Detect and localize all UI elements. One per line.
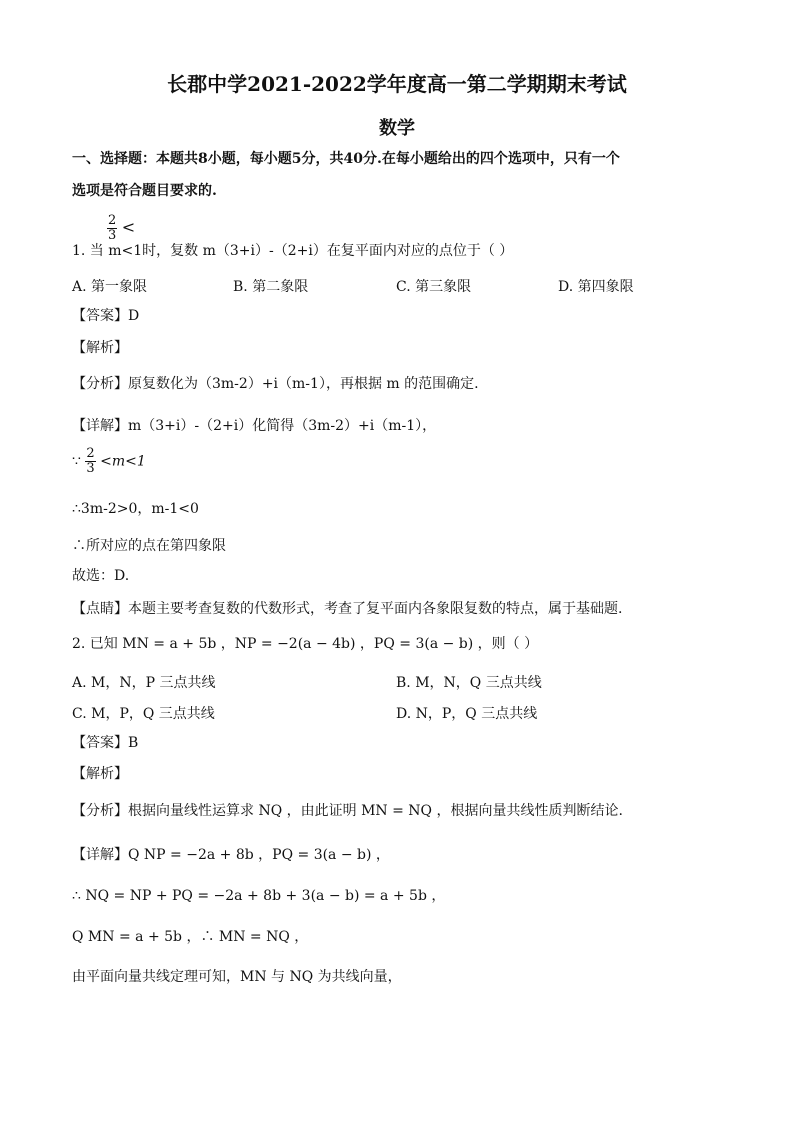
q1-fraction-numerator: 2 bbox=[108, 213, 117, 228]
q1-option-d: D. 第四象限 bbox=[558, 279, 634, 295]
q1-because-denominator: 3 bbox=[86, 461, 95, 476]
q2-option-d: D. N，P，Q 三点共线 bbox=[396, 706, 538, 722]
q1-choose: 故选：D. bbox=[72, 568, 130, 584]
q1-therefore1: ∴3m-2>0，m-1<0 bbox=[72, 501, 199, 517]
q1-because-fraction bbox=[85, 447, 95, 476]
q2-detail3: Q MN = a + 5b ，∴ MN = NQ ， bbox=[72, 929, 309, 945]
q2-detail1: 【详解】Q NP = −2a + 8b ，PQ = 3(a − b) ， bbox=[72, 847, 390, 863]
q1-fraction-top bbox=[107, 214, 135, 243]
q2-stem: 2. 已知 MN = a + 5b ，NP = −2(a − 4b) ，PQ = 3(a − b) ，则（ ） bbox=[72, 636, 539, 652]
q2-detail2: ∴ NQ = NP + PQ = −2a + 8b + 3(a − b) = a + 5b ， bbox=[72, 888, 446, 904]
q1-answer: 【答案】D bbox=[72, 308, 140, 324]
section-heading-line1: 一、选择题：本题共8小题，每小题5分，共40分.在每小题给出的四个选项中，只有一个 bbox=[72, 151, 620, 167]
q1-comment: 【点睛】本题主要考查复数的代数形式，考查了复平面内各象限复数的特点，属于基础题. bbox=[72, 601, 623, 617]
q1-detail: 【详解】m（3+i）-（2+i）化简得（3m-2）+i（m-1）， bbox=[72, 418, 437, 434]
q1-analysis-label: 【解析】 bbox=[72, 340, 128, 356]
q1-because-suffix: <m<1 bbox=[100, 453, 146, 470]
q1-option-c: C. 第三象限 bbox=[396, 279, 472, 295]
q1-therefore2: ∴所对应的点在第四象限 bbox=[72, 538, 226, 554]
q2-analysis-label: 【解析】 bbox=[72, 766, 128, 782]
q1-fraction-denominator: 3 bbox=[108, 228, 117, 243]
q2-answer: 【答案】B bbox=[72, 735, 139, 751]
q2-option-c: C. M，P，Q 三点共线 bbox=[72, 706, 215, 722]
q1-less-than-sign: < bbox=[121, 217, 136, 237]
q2-option-a: A. M，N，P 三点共线 bbox=[72, 675, 216, 691]
q2-detail4: 由平面向量共线定理可知，MN 与 NQ 为共线向量， bbox=[72, 969, 402, 985]
q1-because-numerator: 2 bbox=[86, 446, 95, 461]
q1-option-b: B. 第二象限 bbox=[233, 279, 309, 295]
q1-fenxi: 【分析】原复数化为（3m-2）+i（m-1），再根据 m 的范围确定. bbox=[72, 376, 479, 392]
q1-because-symbol: ∵ bbox=[72, 453, 81, 470]
q2-fenxi: 【分析】根据向量线性运算求 NQ ，由此证明 MN = NQ ，根据向量共线性质判断结论. bbox=[72, 803, 623, 819]
q1-option-a: A. 第一象限 bbox=[72, 279, 148, 295]
q1-fraction bbox=[107, 214, 117, 243]
q1-stem: 1. 当 m<1时，复数 m（3+i）-（2+i）在复平面内对应的点位于（ ） bbox=[72, 243, 514, 259]
section-heading-line2: 选项是符合题目要求的. bbox=[72, 183, 217, 199]
q1-because-line bbox=[72, 447, 146, 476]
q2-option-b: B. M，N，Q 三点共线 bbox=[396, 675, 542, 691]
subject-title: 数学 bbox=[379, 118, 415, 139]
page-title: 长郡中学2021-2022学年度高一第二学期期末考试 bbox=[167, 72, 627, 96]
